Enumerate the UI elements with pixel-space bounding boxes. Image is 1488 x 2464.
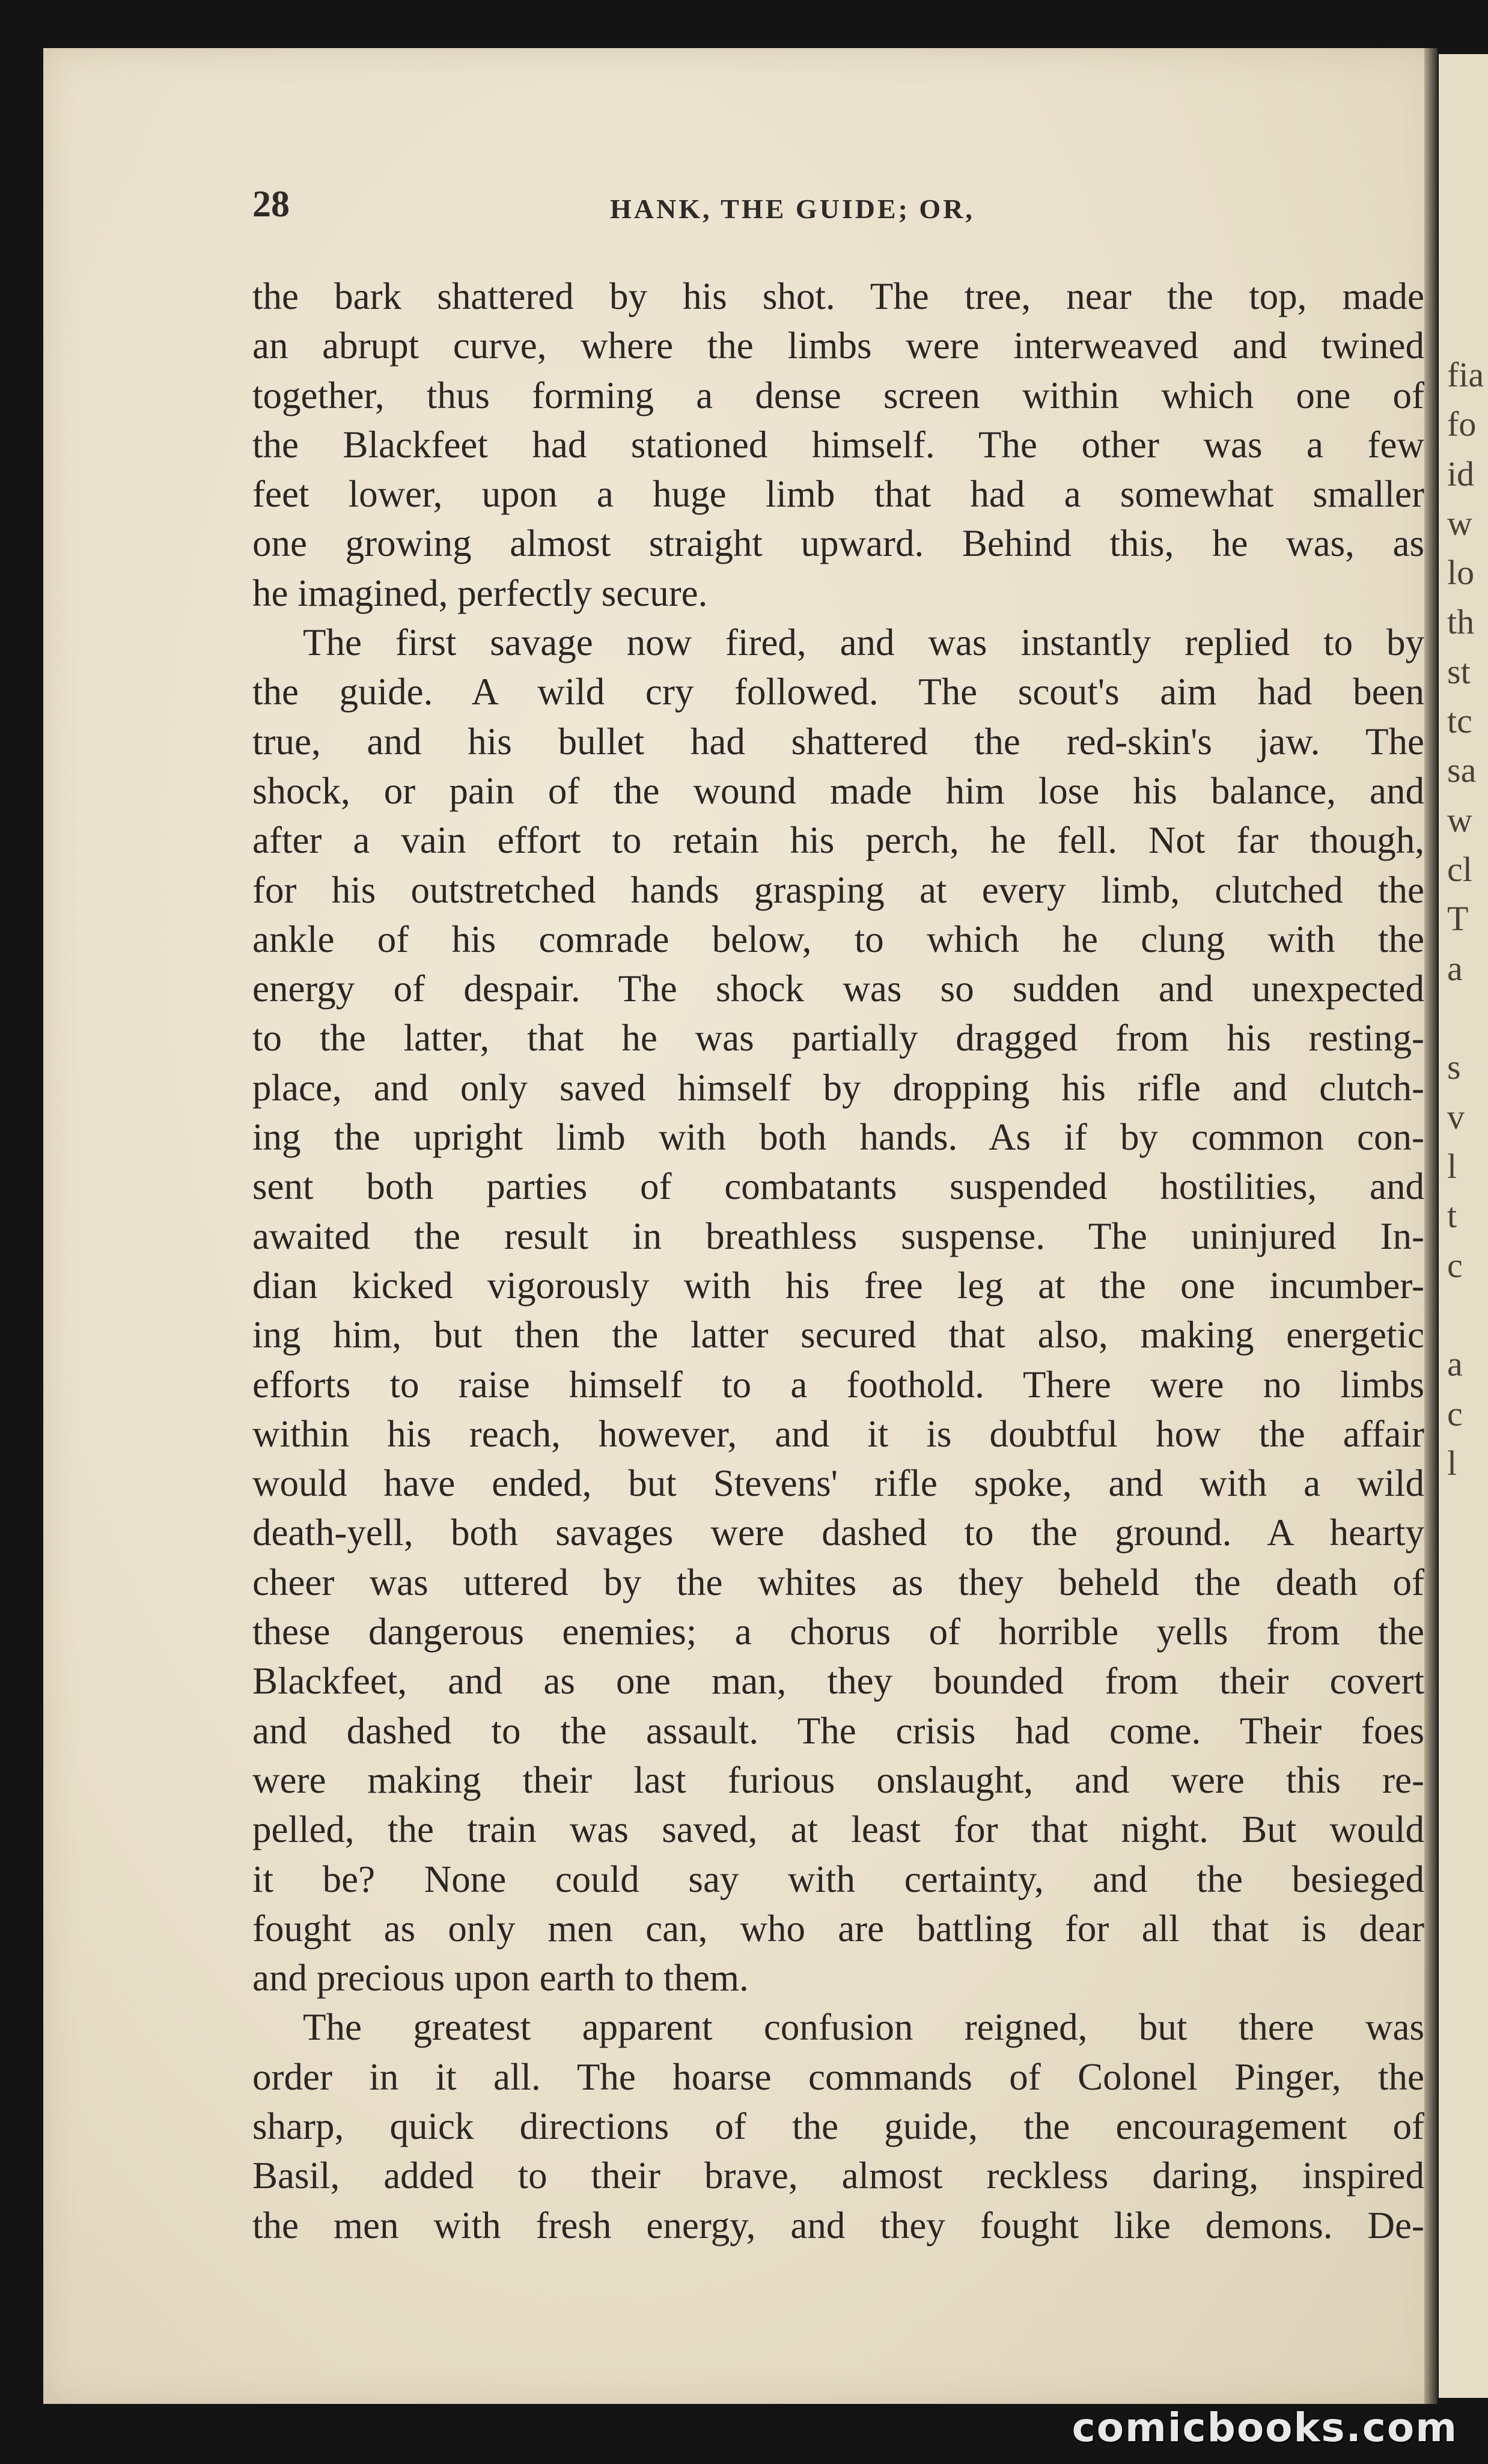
page-number: 28 (252, 184, 290, 225)
facing-page-fragment: id (1447, 454, 1475, 493)
text-line: the Blackfeet had stationed himself. The other was a few (252, 423, 1424, 466)
text-line: these dangerous enemies; a chorus of horrible yells from the (252, 1611, 1424, 1653)
text-line: sent both parties of combatants suspended hostilities, and (252, 1165, 1424, 1208)
text-line: would have ended, but Stevens' rifle spoke, and with a wild (252, 1462, 1424, 1505)
text-line: ing the upright limb with both hands. As if by common con- (252, 1116, 1424, 1159)
text-line: true, and his bullet had shattered the red-skin's jaw. The (252, 720, 1424, 763)
text-line: ing him, but then the latter secured that also, making energetic (252, 1314, 1424, 1356)
text-line: within his reach, however, and it is doubtful how the affair (252, 1412, 1424, 1455)
facing-page-fragment: th (1447, 602, 1475, 641)
site-watermark: comicbooks.com (1072, 2405, 1458, 2451)
text-line: ankle of his comrade below, to which he clung with the (252, 918, 1424, 960)
text-line: dian kicked vigorously with his free leg at the one incumber- (252, 1264, 1424, 1307)
text-line: together, thus forming a dense screen within which one of (252, 374, 1424, 416)
facing-page-fragment: tc (1447, 701, 1472, 740)
text-line: efforts to raise himself to a foothold. There were no limbs (252, 1363, 1424, 1406)
text-line: awaited the result in breathless suspense. The uninjured In- (252, 1215, 1424, 1257)
facing-page-fragment: l (1447, 1147, 1457, 1186)
facing-page-fragment: w (1447, 800, 1472, 840)
running-head: HANK, THE GUIDE; OR, (610, 194, 975, 224)
text-line: the guide. A wild cry followed. The scout's aim had been (252, 671, 1424, 713)
text-line: the men with fresh energy, and they fought like demons. De- (252, 2204, 1424, 2246)
body-text (252, 272, 1424, 2250)
facing-page-fragment: t (1447, 1196, 1457, 1235)
facing-page-fragment: c (1447, 1394, 1463, 1433)
facing-page-fragment: fo (1447, 404, 1477, 444)
facing-page-fragment: v (1447, 1097, 1465, 1136)
text-line: the bark shattered by his shot. The tree, near the top, made (252, 275, 1424, 317)
text-line: energy of despair. The shock was so sudden and unexpected (252, 968, 1424, 1010)
text-line: feet lower, upon a huge limb that had a somewhat smaller (252, 473, 1424, 516)
text-line: fought as only men can, who are battling for all that is dear (252, 1907, 1424, 1950)
text-line: The greatest apparent confusion reigned, but there was (303, 2006, 1424, 2049)
text-line: and precious upon earth to them. (252, 1957, 749, 1999)
text-line: death-yell, both savages were dashed to the ground. A hearty (252, 1511, 1424, 1554)
text-line: shock, or pain of the wound made him lose his balance, and (252, 769, 1424, 812)
text-line: sharp, quick directions of the guide, the encouragement of (252, 2105, 1424, 2147)
facing-page-fragment: a (1447, 1344, 1463, 1383)
text-line: cheer was uttered by the whites as they beheld the death of (252, 1561, 1424, 1603)
facing-page-fragment: fia (1447, 355, 1484, 394)
page-gutter (1424, 48, 1439, 2404)
text-line: were making their last furious onslaught, and were this re- (252, 1758, 1424, 1801)
text-line: for his outstretched hands grasping at every limb, clutched the (252, 868, 1424, 911)
text-line: after a vain effort to retain his perch, he fell. Not far though, (252, 819, 1424, 862)
text-line: to the latter, that he was partially dragged from his resting- (252, 1017, 1424, 1060)
facing-page-fragment: l (1447, 1444, 1457, 1483)
text-line: it be? None could say with certainty, and the besieged (252, 1858, 1424, 1900)
text-line: place, and only saved himself by dropping his rifle and clutch- (252, 1066, 1424, 1109)
facing-page-fragment: c (1447, 1246, 1463, 1285)
facing-page-edge (1439, 54, 1488, 2398)
text-line: order in it all. The hoarse commands of Colonel Pinger, the (252, 2055, 1424, 2098)
text-line: pelled, the train was saved, at least for that night. But would (252, 1808, 1424, 1851)
text-line: and dashed to the assault. The crisis had come. Their foes (252, 1709, 1424, 1752)
text-line: an abrupt curve, where the limbs were interweaved and twined (252, 325, 1424, 367)
facing-page-fragment: st (1447, 652, 1471, 691)
text-line: Basil, added to their brave, almost reckless daring, inspired (252, 2154, 1424, 2197)
facing-page-fragment: lo (1447, 553, 1475, 592)
text-line: The first savage now fired, and was instantly replied to by (303, 621, 1424, 664)
facing-page-fragment: s (1447, 1048, 1461, 1087)
facing-page-fragment: T (1447, 899, 1469, 938)
text-line: Blackfeet, and as one man, they bounded from their covert (252, 1660, 1424, 1703)
facing-page-fragment: a (1447, 949, 1463, 988)
text-line: one growing almost straight upward. Behind this, he was, as (252, 522, 1424, 565)
facing-page-fragment: cl (1447, 850, 1472, 889)
facing-page-fragment: sa (1447, 751, 1477, 790)
facing-page-fragment: w (1447, 504, 1472, 543)
page-header (252, 183, 1430, 231)
text-line: he imagined, perfectly secure. (252, 572, 708, 614)
